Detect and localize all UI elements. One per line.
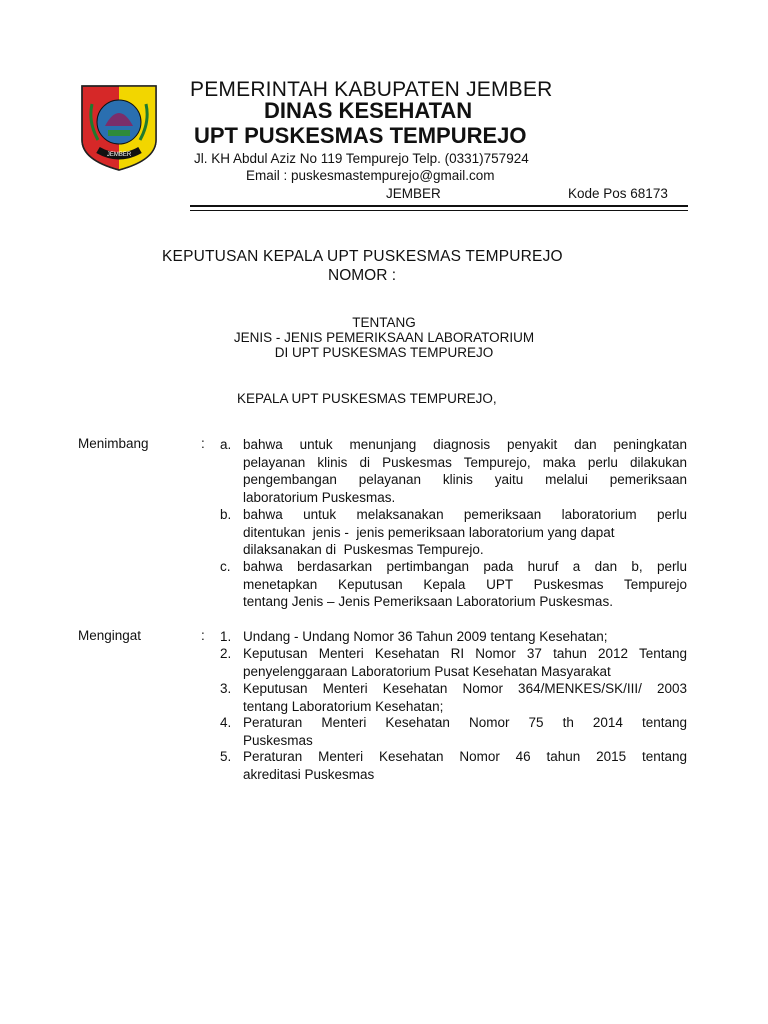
item-line: ditentukan jenis - jenis pemeriksaan laboratorium yang dapat bbox=[243, 524, 615, 540]
item-mark: 4. bbox=[220, 715, 232, 730]
item-mark: b. bbox=[220, 507, 232, 522]
item-mark: c. bbox=[220, 559, 231, 574]
item-line: bahwa untuk menunjang diagnosis penyakit dan peningkatan bbox=[243, 437, 687, 452]
item-mark: 5. bbox=[220, 749, 232, 764]
item-line: Keputusan Menteri Kesehatan RI Nomor 37 tahun 2012 Tentang bbox=[243, 646, 687, 661]
item-line: pelayanan klinis di Puskesmas Tempurejo, maka perlu dilakukan bbox=[243, 454, 687, 470]
mengingat-item bbox=[220, 748, 687, 783]
item-line: pengembangan pelayanan klinis yaitu melalui pemeriksaan bbox=[243, 472, 687, 487]
letterhead-city: JEMBER bbox=[386, 186, 441, 201]
item-line: Keputusan Menteri Kesehatan Nomor 364/MENKES/SK/III/ 2003 bbox=[243, 681, 687, 696]
mengingat-item bbox=[220, 680, 687, 715]
decree-about: TENTANG bbox=[352, 315, 416, 330]
item-line: tentang Jenis – Jenis Pemeriksaan Laboratorium Puskesmas. bbox=[243, 594, 613, 609]
letterhead-postal-code: Kode Pos 68173 bbox=[568, 186, 668, 201]
item-mark: 3. bbox=[220, 681, 232, 696]
mengingat-item bbox=[220, 628, 687, 646]
mengingat-item bbox=[220, 645, 687, 680]
item-mark: 1. bbox=[220, 629, 232, 644]
decree-issuer: KEPALA UPT PUSKESMAS TEMPUREJO, bbox=[237, 391, 497, 406]
decree-subject-line1: JENIS - JENIS PEMERIKSAAN LABORATORIUM bbox=[233, 330, 535, 345]
letterhead-address: Jl. KH Abdul Aziz No 119 Tempurejo Telp. (0331)757924 bbox=[194, 151, 529, 166]
item-mark: 2. bbox=[220, 646, 232, 661]
item-line: dilaksanakan di Puskesmas Tempurejo. bbox=[243, 542, 484, 557]
letterhead-agency: DINAS KESEHATAN bbox=[264, 98, 473, 123]
item-line: Peraturan Menteri Kesehatan Nomor 46 tahun 2015 tentang bbox=[243, 749, 687, 764]
item-line: bahwa untuk melaksanakan pemeriksaan laboratorium perlu bbox=[243, 507, 687, 522]
letterhead-unit: UPT PUSKESMAS TEMPUREJO bbox=[194, 123, 527, 148]
item-line: Undang - Undang Nomor 36 Tahun 2009 tentang Kesehatan; bbox=[243, 629, 608, 644]
letterhead-government: PEMERINTAH KABUPATEN JEMBER bbox=[190, 78, 553, 101]
mengingat-colon: : bbox=[201, 628, 205, 643]
letterhead-email: Email : puskesmastempurejo@gmail.com bbox=[246, 168, 495, 183]
item-line: Puskesmas bbox=[243, 732, 313, 748]
item-line: menetapkan Keputusan Kepala UPT Puskesmas Tempurejo bbox=[243, 576, 687, 592]
jember-regency-emblem bbox=[78, 82, 160, 172]
menimbang-item bbox=[220, 558, 687, 611]
menimbang-item bbox=[220, 436, 687, 506]
menimbang-label: Menimbang bbox=[78, 436, 149, 451]
menimbang-item bbox=[220, 506, 687, 559]
decree-title: KEPUTUSAN KEPALA UPT PUSKESMAS TEMPUREJO bbox=[162, 248, 563, 265]
mengingat-item bbox=[220, 714, 687, 749]
decree-number: NOMOR : bbox=[328, 267, 397, 284]
letterhead-rule-thick bbox=[190, 205, 688, 207]
letterhead-rule-thin bbox=[190, 210, 688, 211]
item-line: bahwa berdasarkan pertimbangan pada huruf a dan b, perlu bbox=[243, 559, 687, 574]
item-line: akreditasi Puskesmas bbox=[243, 766, 375, 782]
decree-subject-line2: DI UPT PUSKESMAS TEMPUREJO bbox=[274, 345, 494, 360]
menimbang-colon: : bbox=[201, 436, 205, 451]
item-mark: a. bbox=[220, 437, 232, 452]
item-line: laboratorium Puskesmas. bbox=[243, 489, 396, 505]
mengingat-label: Mengingat bbox=[78, 628, 142, 643]
item-line: penyelenggaraan Laboratorium Pusat Kesehatan Masyarakat bbox=[243, 663, 611, 679]
item-line: tentang Laboratorium Kesehatan; bbox=[243, 698, 444, 714]
logo-band-text: JEMBER bbox=[106, 152, 132, 158]
item-line: Peraturan Menteri Kesehatan Nomor 75 th 2014 tentang bbox=[243, 715, 687, 730]
